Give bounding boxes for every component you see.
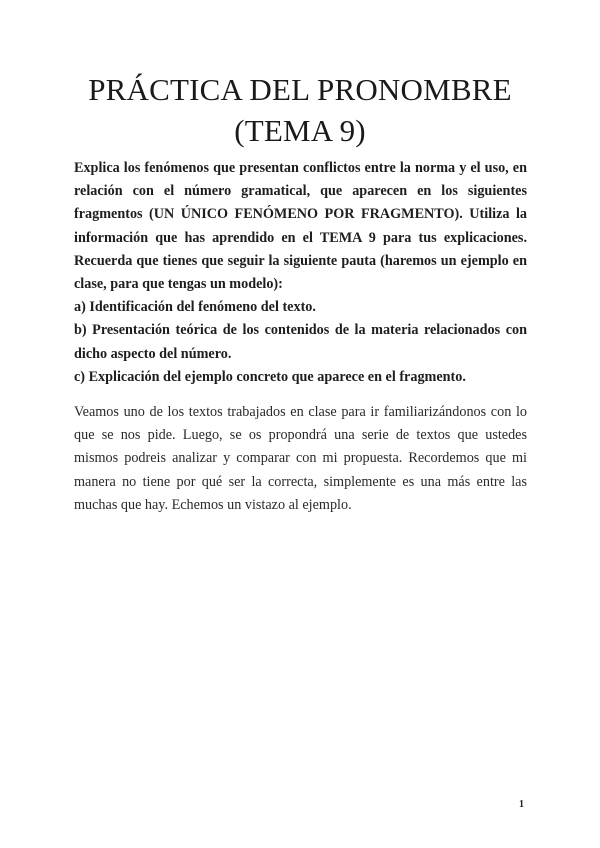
instructions-block xyxy=(74,157,527,389)
instructions-item-c: c) Explicación del ejemplo concreto que aparece en el fragmento. xyxy=(74,368,466,385)
instructions-item-b: b) Presentación teórica de los contenidos de la materia relacionados con dicho aspecto del número. xyxy=(74,322,527,362)
page-number: 1 xyxy=(519,799,524,810)
page-title: PRÁCTICA DEL PRONOMBRE xyxy=(88,72,512,107)
instructions-main-text: Explica los fenómenos que presentan conflictos entre la norma y el uso, en relación con el número gramatical, que aparecen en los siguientes fragmentos (UN ÚNICO FENÓMENO POR FRAGMENTO). Utiliza la información que has aprendido en el TEMA 9 para tus explicaciones. Recuerda que tienes que seguir la siguiente pauta (haremos un ejemplo en clase, para que tengas un modelo): xyxy=(74,160,527,293)
page-subtitle: (TEMA 9) xyxy=(234,113,366,148)
instructions-item-a: a) Identificación del fenómeno del texto. xyxy=(74,299,316,316)
intro-paragraph: Veamos uno de los textos trabajados en clase para ir familiarizándonos con lo que se nos pide. Luego, se os propondrá una serie de textos que ustedes mismos podreis analizar y comparar con mi propuesta. Recordemos que mi manera no tiene por qué ser la correcta, simplemente es una más entre las muchas que hay. Echemos un vistazo al ejemplo. xyxy=(74,404,527,513)
